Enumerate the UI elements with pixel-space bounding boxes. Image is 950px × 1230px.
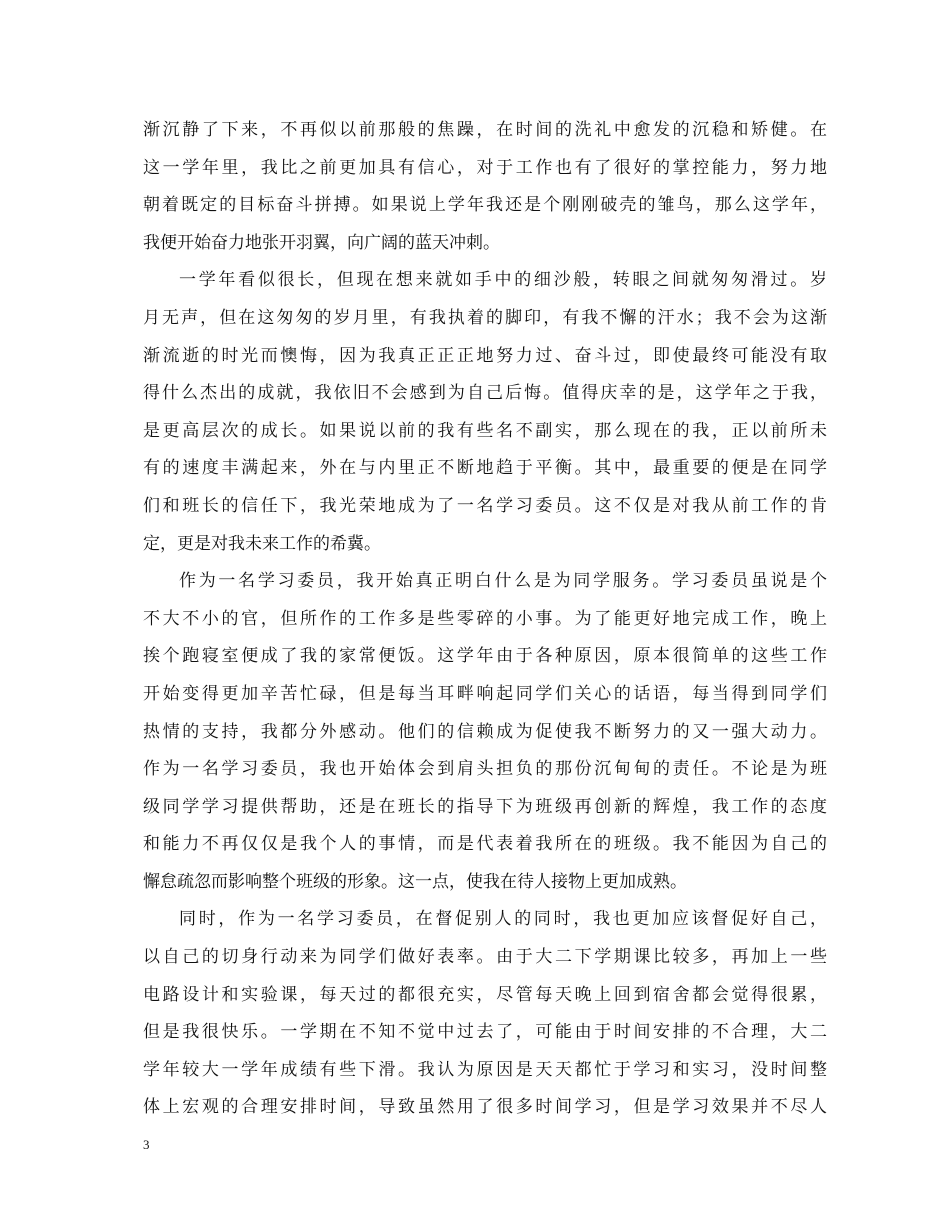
text-line: 挨个跑寝室便成了我的家常便饭。这学年由于各种原因，原本很简单的这些工作 [143,646,827,667]
text-line: 开始变得更加辛苦忙碌，但是每当耳畔响起同学们关心的话语，每当得到同学们 [143,683,827,704]
text-line: 热情的支持，我都分外感动。他们的信赖成为促使我不断努力的又一强大动力。 [143,721,827,742]
text-line: 同时，作为一名学习委员，在督促别人的同时，我也更加应该督促好自己， [179,909,827,930]
text-line: 学年较大一学年成绩有些下滑。我认为原因是天天都忙于学习和实习，没时间整 [143,1059,827,1080]
text-line: 电路设计和实验课，每天过的都很充实，尽管每天晚上回到宿舍都会觉得很累， [143,984,827,1005]
text-line: 不大不小的官，但所作的工作多是些零碎的小事。为了能更好地完成工作，晚上 [143,608,827,629]
page-number: 3 [143,1137,150,1152]
text-line: 作为一名学习委员，我也开始体会到肩头担负的那份沉甸甸的责任。不论是为班 [143,759,827,780]
text-line: 们和班长的信任下，我光荣地成为了一名学习委员。这不仅是对我从前工作的肯 [143,495,827,516]
text-line: 是更高层次的成长。如果说以前的我有些名不副实，那么现在的我，正以前所未 [143,420,827,441]
text-line: 和能力不再仅仅是我个人的事情，而是代表着我所在的班级。我不能因为自己的 [143,834,827,855]
text-line: 作为一名学习委员，我开始真正明白什么是为同学服务。学习委员虽说是个 [179,571,827,592]
text-line: 但是我很快乐。一学期在不知不觉中过去了，可能由于时间安排的不合理，大二 [143,1022,827,1043]
text-line: 渐流逝的时光而懊悔，因为我真正正正地努力过、奋斗过，即使最终可能没有取 [143,345,827,366]
text-line: 渐沉静了下来，不再似以前那般的焦躁，在时间的洗礼中愈发的沉稳和矫健。在 [143,120,827,140]
text-line: 体上宏观的合理安排时间，导致虽然用了很多时间学习，但是学习效果并不尽人 [143,1097,827,1118]
text-line: 懈怠疏忽而影响整个班级的形象。这一点，使我在待人接物上更加成熟。 [143,871,687,892]
text-line: 定，更是对我未来工作的希冀。 [143,533,381,554]
text-line: 月无声，但在这匆匆的岁月里，有我执着的脚印，有我不懈的汗水；我不会为这渐 [143,307,827,328]
text-line: 级同学学习提供帮助，还是在班长的指导下为班级再创新的辉煌，我工作的态度 [143,796,827,817]
text-line: 一学年看似很长，但现在想来就如手中的细沙般，转眼之间就匆匆滑过。岁 [179,270,827,291]
text-line: 得什么杰出的成就，我依旧不会感到为自己后悔。值得庆幸的是，这学年之于我， [143,383,827,404]
text-line: 这一学年里，我比之前更加具有信心，对于工作也有了很好的掌控能力，努力地 [143,157,827,178]
text-line: 以自己的切身行动来为同学们做好表率。由于大二下学期课比较多，再加上一些 [143,947,827,968]
text-line: 我便开始奋力地张开羽翼，向广阔的蓝天冲刺。 [143,232,500,253]
text-line: 朝着既定的目标奋斗拼搏。如果说上学年我还是个刚刚破壳的雏鸟，那么这学年， [143,195,827,216]
body-text [143,112,827,1127]
text-line: 有的速度丰满起来，外在与内里正不断地趋于平衡。其中，最重要的便是在同学 [143,458,827,479]
